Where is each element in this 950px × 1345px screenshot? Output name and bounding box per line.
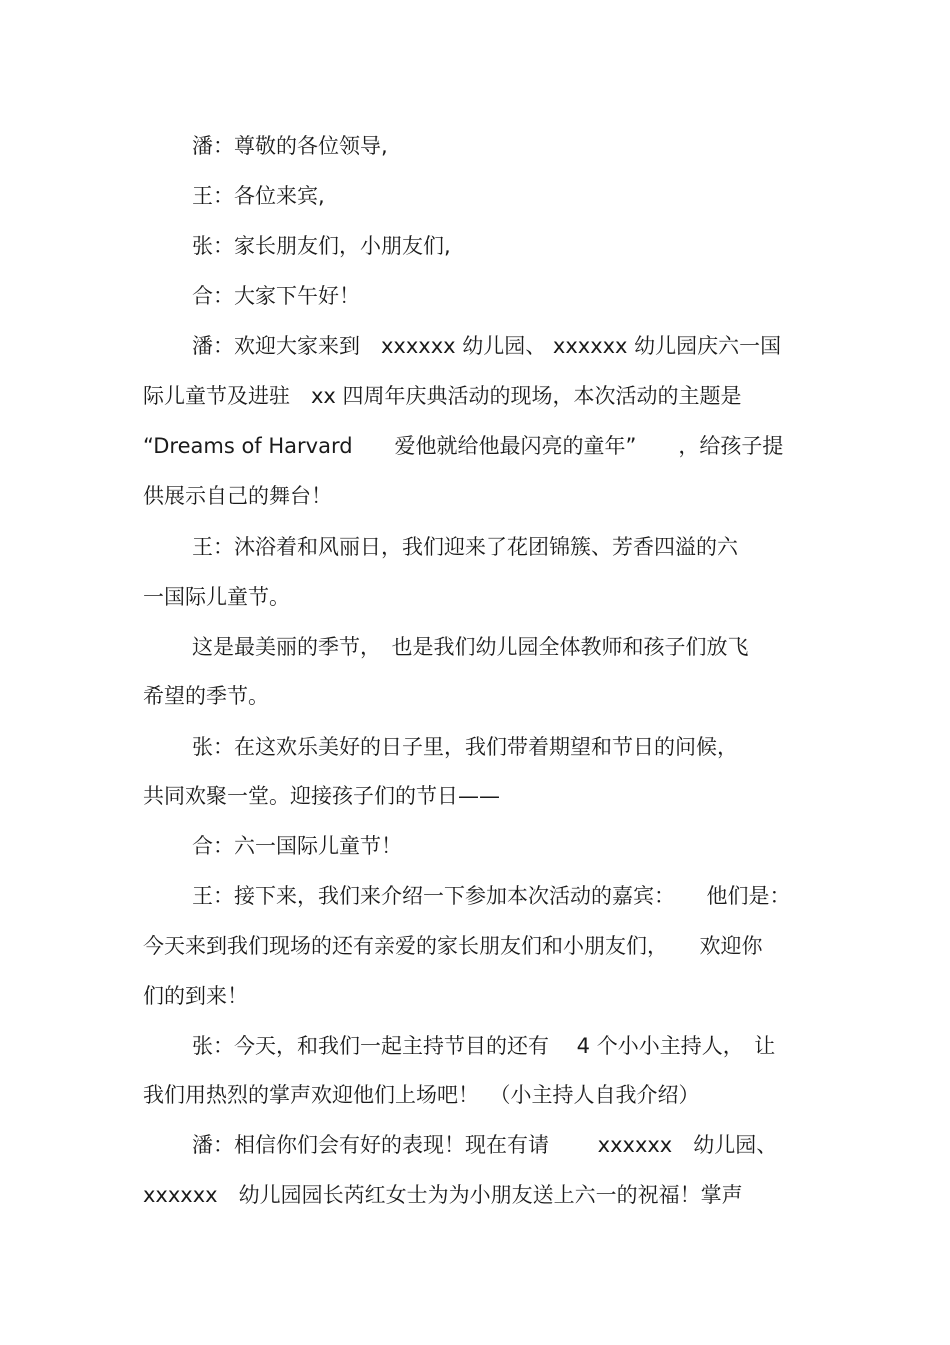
text-line: 王：各位来宾, bbox=[192, 184, 325, 208]
text-line: 王：接下来，我们来介绍一下参加本次活动的嘉宾： 他们是： bbox=[192, 884, 791, 908]
text-line: 今天来到我们现场的还有亲爱的家长朋友们和小朋友们， 欢迎你 bbox=[143, 934, 763, 958]
text-line: 潘：相信你们会有好的表现！现在有请 xxxxxx 幼儿园、 bbox=[192, 1133, 778, 1157]
text-line: 合：大家下午好！ bbox=[192, 284, 360, 308]
text-line: 张：今天，和我们一起主持节目的还有 4 个小小主持人， 让 bbox=[192, 1034, 776, 1058]
text-line: 张：在这欢乐美好的日子里，我们带着期望和节日的问候， bbox=[192, 735, 738, 759]
text-line: 们的到来！ bbox=[143, 984, 248, 1008]
text-line: 我们用热烈的掌声欢迎他们上场吧！ （小主持人自我介绍） bbox=[143, 1083, 700, 1107]
text-line: 这是最美丽的季节， 也是我们幼儿园全体教师和孩子们放飞 bbox=[192, 635, 749, 659]
text-line: “Dreams of Harvard 爱他就给他最闪亮的童年” ，给孩子提 bbox=[143, 434, 784, 458]
text-line: 潘：尊敬的各位领导, bbox=[192, 134, 388, 158]
text-line: 张：家长朋友们，小朋友们, bbox=[192, 234, 451, 258]
text-line: xxxxxx 幼儿园园长芮红女士为为小朋友送上六一的祝福！掌声 bbox=[143, 1183, 743, 1207]
text-line: 共同欢聚一堂。迎接孩子们的节日—— bbox=[143, 784, 500, 808]
text-line: 一国际儿童节。 bbox=[143, 585, 290, 609]
text-line: 潘：欢迎大家来到 xxxxxx 幼儿园、 xxxxxx 幼儿园庆六一国 bbox=[192, 334, 782, 358]
text-line: 供展示自己的舞台！ bbox=[143, 484, 332, 508]
text-line: 希望的季节。 bbox=[143, 684, 269, 708]
text-line: 王：沐浴着和风丽日，我们迎来了花团锦簇、芳香四溢的六 bbox=[192, 535, 738, 559]
text-line: 合：六一国际儿童节！ bbox=[192, 834, 402, 858]
text-line: 际儿童节及进驻 xx 四周年庆典活动的现场，本次活动的主题是 bbox=[143, 384, 742, 408]
